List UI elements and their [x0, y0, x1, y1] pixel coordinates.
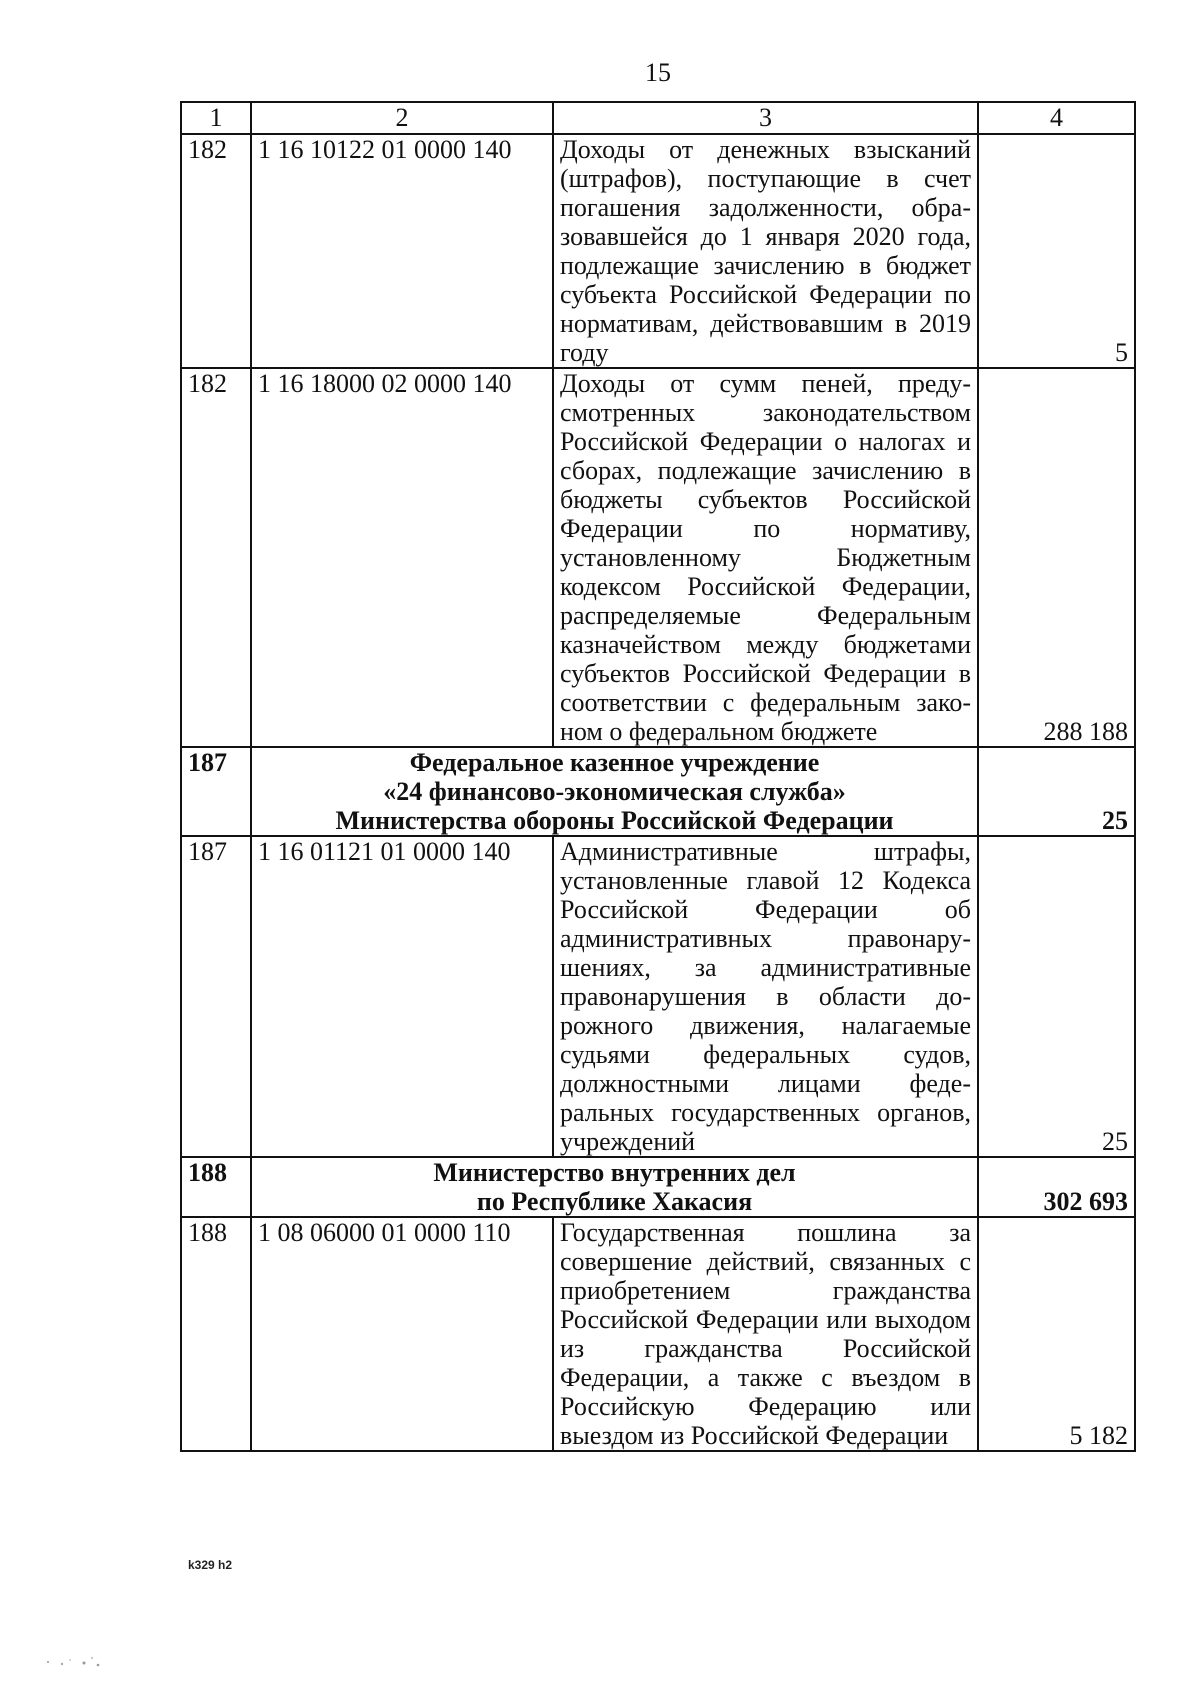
admin-code: 182 [181, 134, 251, 368]
column-header-1: 1 [181, 102, 251, 134]
amount: 288 188 [978, 368, 1135, 747]
amount: 5 182 [978, 1217, 1135, 1451]
administrator-name-line: «24 финансово-экономическая служба» [383, 777, 846, 806]
administrator-name [251, 1157, 978, 1217]
administrator-name [251, 747, 978, 836]
table-row [181, 836, 1135, 1157]
revenue-table [180, 101, 1136, 1452]
budget-classification-code: 1 16 10122 01 0000 140 [251, 134, 553, 368]
administrator-name-line: по Республике Хакасия [476, 1187, 753, 1216]
admin-code: 182 [181, 368, 251, 747]
administrator-name-line: Министерства обороны Российской Федерации [335, 806, 894, 835]
amount: 5 [978, 134, 1135, 368]
administrator-name-line: Министерство внутренних дел [433, 1158, 796, 1187]
column-header-3: 3 [553, 102, 978, 134]
admin-code: 188 [181, 1157, 251, 1217]
group-total: 25 [978, 747, 1135, 836]
budget-classification-code: 1 16 18000 02 0000 140 [251, 368, 553, 747]
admin-code: 188 [181, 1217, 251, 1451]
budget-classification-code: 1 08 06000 01 0000 110 [251, 1217, 553, 1451]
column-header-4: 4 [978, 102, 1135, 134]
administrator-name-line: Федеральное казенное учреждение [409, 748, 820, 777]
admin-code: 187 [181, 836, 251, 1157]
scan-noise-mark [40, 1650, 110, 1670]
document-footer-code: k329 h2 [188, 1558, 233, 1572]
table-row [181, 1217, 1135, 1451]
amount: 25 [978, 836, 1135, 1157]
group-total: 302 693 [978, 1157, 1135, 1217]
column-header-2: 2 [251, 102, 553, 134]
revenue-description: Доходы от денежных взысканий (штрафов), поступающие в счет погашения задолженности, образовавшейся до 1 января 2020 года, подлежащие зачислению в бюджет субъекта Российской Федерации по нормативам, действовавшим в 2019 году [553, 134, 978, 368]
revenue-description: Государственная пошлина за совершение действий, связанных с приобретением гражданства Российской Федерации или выходом из гражданства Российской Федерации, а также с въездом в Российскую Федерацию или выездом из Российской Федерации [553, 1217, 978, 1451]
admin-code: 187 [181, 747, 251, 836]
revenue-description: Доходы от сумм пеней, предусмотренных законодательством Российской Федерации о налогах и сборах, подлежащие зачислению в бюджеты субъектов Российской Федерации по нормативу, установленному Бюджетным кодексом Российской Федерации, распределяемые Федеральным казначейством между бюджетами субъектов Российской Федерации в соответствии с федеральным законом о федеральном бюджете [553, 368, 978, 747]
table-row [181, 368, 1135, 747]
administrator-group-row [181, 747, 1135, 836]
table-row [181, 134, 1135, 368]
budget-classification-code: 1 16 01121 01 0000 140 [251, 836, 553, 1157]
revenue-description: Административные штрафы, установленные главой 12 Кодекса Российской Федерации об административных правонарушениях, за административные правонарушения в области дорожного движения, налагаемые судьями федеральных судов, должностными лицами федеральных государственных органов, учреждений [553, 836, 978, 1157]
administrator-group-row [181, 1157, 1135, 1217]
page-number: 15 [645, 58, 671, 87]
table-header-row [181, 102, 1135, 134]
